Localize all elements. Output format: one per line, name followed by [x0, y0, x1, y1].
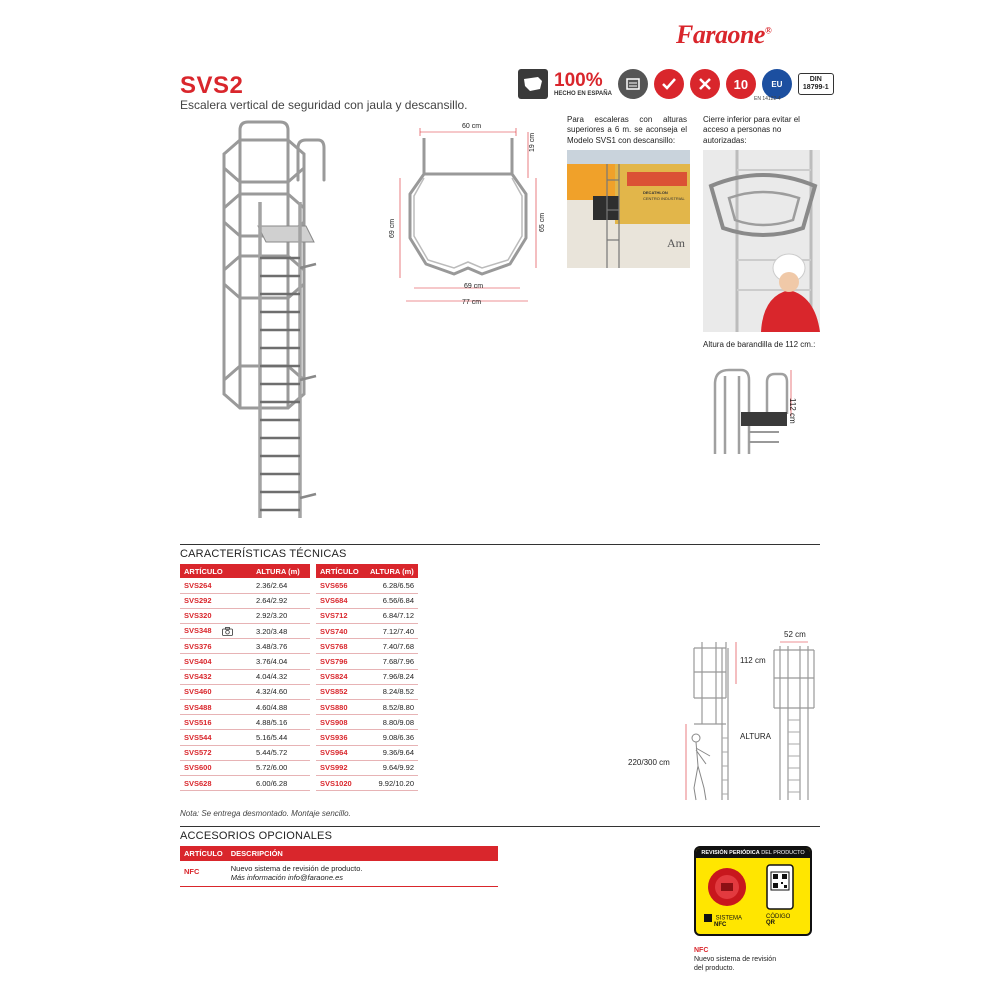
article-code: SVS600	[180, 760, 252, 775]
table-row	[316, 669, 418, 684]
dim-height-right: 65 cm	[539, 212, 546, 232]
din-label: DIN	[809, 75, 822, 83]
din-norm-badge	[798, 73, 834, 96]
table-row	[180, 624, 310, 639]
in-stock-check-icon	[654, 69, 684, 99]
photo-caption-tall-ladders: Para escaleras con alturas superiores a 6 m. se aconseja el Modelo SVS1 con descansillo:	[567, 115, 687, 145]
height-range: 3.20/3.48	[252, 624, 310, 639]
sign-line1: DECATHLON	[643, 190, 668, 195]
en-norm-label: EN 14122-4	[754, 96, 781, 102]
height-range: 7.68/7.96	[366, 654, 418, 669]
railing-caption: Altura de barandilla de 112 cm.:	[703, 340, 816, 349]
table-row	[316, 593, 418, 608]
article-code: SVS880	[316, 700, 366, 715]
made-in-spain-label: HECHO EN ESPAÑA	[554, 91, 612, 97]
height-range: 4.60/4.88	[252, 700, 310, 715]
table-row	[316, 578, 418, 593]
article-code: SVS964	[316, 745, 366, 760]
acc-col-article: ARTÍCULO	[180, 846, 227, 861]
table-row	[316, 624, 418, 639]
height-range: 8.80/9.08	[366, 715, 418, 730]
brand-registered-mark: ®	[764, 25, 772, 36]
brand-logo	[676, 20, 771, 50]
article-code: SVS544	[180, 730, 252, 745]
article-code: SVS852	[316, 684, 366, 699]
article-code: SVS656	[316, 578, 366, 593]
height-range: 8.52/8.80	[366, 700, 418, 715]
sticker-header-bold: REVISIÓN PERIÓDICA	[701, 850, 760, 856]
article-code: SVS460	[180, 684, 252, 699]
height-range: 6.56/6.84	[366, 593, 418, 608]
height-range: 9.64/9.92	[366, 760, 418, 775]
height-range: 2.92/3.20	[252, 608, 310, 623]
sticker-qr-label2: QR	[766, 920, 775, 927]
height-range: 4.04/4.32	[252, 669, 310, 684]
nfc-caption-code: NFC	[694, 947, 709, 954]
article-code: SVS628	[180, 775, 252, 790]
section-divider-accessories	[180, 826, 820, 827]
table-row	[180, 730, 310, 745]
article-code: SVS320	[180, 608, 252, 623]
table-row	[180, 861, 498, 887]
sign-line2: CENTRO INDUSTRIAL	[643, 196, 685, 201]
col-height-right: ALTURA (m)	[366, 564, 418, 578]
article-code: SVS992	[316, 760, 366, 775]
height-range: 9.36/9.64	[366, 745, 418, 760]
sticker-qr-label1: CÓDIGO	[766, 914, 791, 920]
article-code: SVS488	[180, 700, 252, 715]
table-row	[316, 684, 418, 699]
article-code: SVS824	[316, 669, 366, 684]
product-title: SVS2	[180, 72, 244, 99]
article-code: SVS516	[180, 715, 252, 730]
table-row	[316, 775, 418, 790]
accessories-section-title: ACCESORIOS OPCIONALES	[180, 830, 333, 842]
photo-caption-lower-closure: Cierre inferior para evitar el acceso a personas no autorizadas:	[703, 115, 800, 145]
warranty-badge	[726, 69, 756, 99]
spain-map-icon	[518, 69, 548, 99]
height-range: 3.76/4.04	[252, 654, 310, 669]
tech-section-title: CARACTERÍSTICAS TÉCNICAS	[180, 548, 347, 560]
dim-width-bottom-outer: 77 cm	[462, 299, 482, 306]
height-range: 3.48/3.76	[252, 639, 310, 654]
height-range: 7.40/7.68	[366, 639, 418, 654]
article-code: SVS264	[180, 578, 252, 593]
eu-flag-icon	[762, 69, 792, 99]
delivery-note: Nota: Se entrega desmontado. Montaje sencillo.	[180, 809, 351, 818]
table-row	[180, 669, 310, 684]
article-code: SVS908	[316, 715, 366, 730]
drawing-dim-52: 52 cm	[784, 630, 806, 639]
dim-width-bottom-inner: 69 cm	[464, 283, 484, 290]
table-row	[316, 730, 418, 745]
sticker-nfc-label	[704, 914, 742, 928]
eu-label: EU	[771, 79, 783, 89]
dim-width-top: 60 cm	[462, 123, 482, 130]
height-range: 4.32/4.60	[252, 684, 310, 699]
brand-name: Faraone	[676, 20, 765, 49]
section-divider-tech	[180, 544, 820, 545]
drawing-dim-220-300: 220/300 cm	[628, 758, 670, 767]
din-number: 18799-1	[802, 84, 829, 91]
ladder-cage-illustration	[210, 118, 330, 526]
no-welding-icon	[690, 69, 720, 99]
dim-height-right-top: 19 cm	[529, 132, 536, 152]
height-range: 9.92/10.20	[366, 775, 418, 790]
nfc-caption-line2: del producto.	[694, 965, 735, 973]
height-range: 6.00/6.28	[252, 775, 310, 790]
height-range: 6.28/6.56	[366, 578, 418, 593]
table-row	[180, 775, 310, 790]
article-code: SVS796	[316, 654, 366, 669]
drawing-altura-label: ALTURA	[740, 732, 771, 741]
certification-badges	[518, 66, 834, 102]
article-code: SVS404	[180, 654, 252, 669]
height-range: 2.64/2.92	[252, 593, 310, 608]
col-article-right: ARTÍCULO	[316, 564, 366, 578]
nfc-caption-line1: Nuevo sistema de revisión	[694, 956, 777, 964]
tech-table-right	[316, 564, 418, 791]
height-range: 5.16/5.44	[252, 730, 310, 745]
building-photo	[567, 150, 690, 268]
dim-height-left: 69 cm	[389, 218, 396, 238]
col-article-left: ARTÍCULO	[180, 564, 252, 578]
table-row	[316, 700, 418, 715]
drawing-dim-112: 112 cm	[740, 656, 766, 665]
height-range: 6.84/7.12	[366, 608, 418, 623]
nfc-qr-sticker	[694, 846, 812, 936]
tech-table-left	[180, 564, 310, 791]
nfc-symbol-icon	[704, 914, 712, 922]
height-range: 2.36/2.64	[252, 578, 310, 593]
made-in-spain-badge	[554, 71, 612, 97]
article-code: SVS292	[180, 593, 252, 608]
sticker-header	[696, 848, 810, 858]
height-range: 8.24/8.52	[366, 684, 418, 699]
article-code: SVS572	[180, 745, 252, 760]
manufacturer-seal-icon	[618, 69, 648, 99]
article-code: SVS348	[184, 626, 212, 636]
sticker-header-rest: DEL PRODUCTO	[759, 850, 805, 856]
table-row	[180, 745, 310, 760]
railing-dim-label: 112 cm	[788, 398, 797, 424]
article-code: SVS740	[316, 624, 366, 639]
height-range: 5.44/5.72	[252, 745, 310, 760]
table-row	[180, 608, 310, 623]
height-range: 7.12/7.40	[366, 624, 418, 639]
table-row	[180, 654, 310, 669]
table-row	[180, 760, 310, 775]
article-code: SVS712	[316, 608, 366, 623]
side-front-dimension-drawing	[676, 628, 826, 804]
table-row	[316, 654, 418, 669]
height-range: 7.96/8.24	[366, 669, 418, 684]
warranty-years: 10	[733, 76, 749, 92]
table-row	[180, 700, 310, 715]
table-row	[180, 684, 310, 699]
acc-code: NFC	[184, 867, 200, 876]
sticker-qr-label	[766, 914, 790, 927]
article-code: SVS1020	[316, 775, 366, 790]
article-code-with-photo	[180, 624, 252, 639]
table-row	[316, 760, 418, 775]
table-row	[316, 639, 418, 654]
table-row	[180, 593, 310, 608]
col-height-left: ALTURA (m)	[252, 564, 310, 578]
accessories-table	[180, 846, 498, 887]
sticker-nfc-label2: NFC	[714, 922, 727, 928]
article-code: SVS376	[180, 639, 252, 654]
height-range: 4.88/5.16	[252, 715, 310, 730]
table-row	[316, 608, 418, 623]
table-row	[316, 715, 418, 730]
phone-qr-icon	[766, 864, 794, 910]
table-row	[316, 745, 418, 760]
article-code: SVS432	[180, 669, 252, 684]
acc-desc-line2: Más información info@faraone.es	[230, 873, 344, 882]
article-code: SVS936	[316, 730, 366, 745]
acc-desc-line1: Nuevo sistema de revisión de producto.	[230, 864, 363, 873]
product-subtitle: Escalera vertical de seguridad con jaula y descansillo.	[180, 98, 468, 112]
article-code: SVS768	[316, 639, 366, 654]
hundred-percent-label: 100%	[554, 70, 603, 91]
height-range: 9.08/6.36	[366, 730, 418, 745]
height-range: 5.72/6.00	[252, 760, 310, 775]
sticker-nfc-label1: SISTEMA	[715, 915, 743, 922]
camera-icon	[222, 627, 233, 636]
article-code: SVS684	[316, 593, 366, 608]
lower-closure-photo	[703, 150, 820, 332]
table-row	[180, 715, 310, 730]
sign-line3: Am	[667, 236, 685, 250]
table-row	[180, 639, 310, 654]
nfc-tag-icon	[702, 866, 752, 908]
acc-col-description: DESCRIPCIÓN	[227, 846, 498, 861]
nfc-caption	[694, 946, 776, 973]
table-row	[180, 578, 310, 593]
